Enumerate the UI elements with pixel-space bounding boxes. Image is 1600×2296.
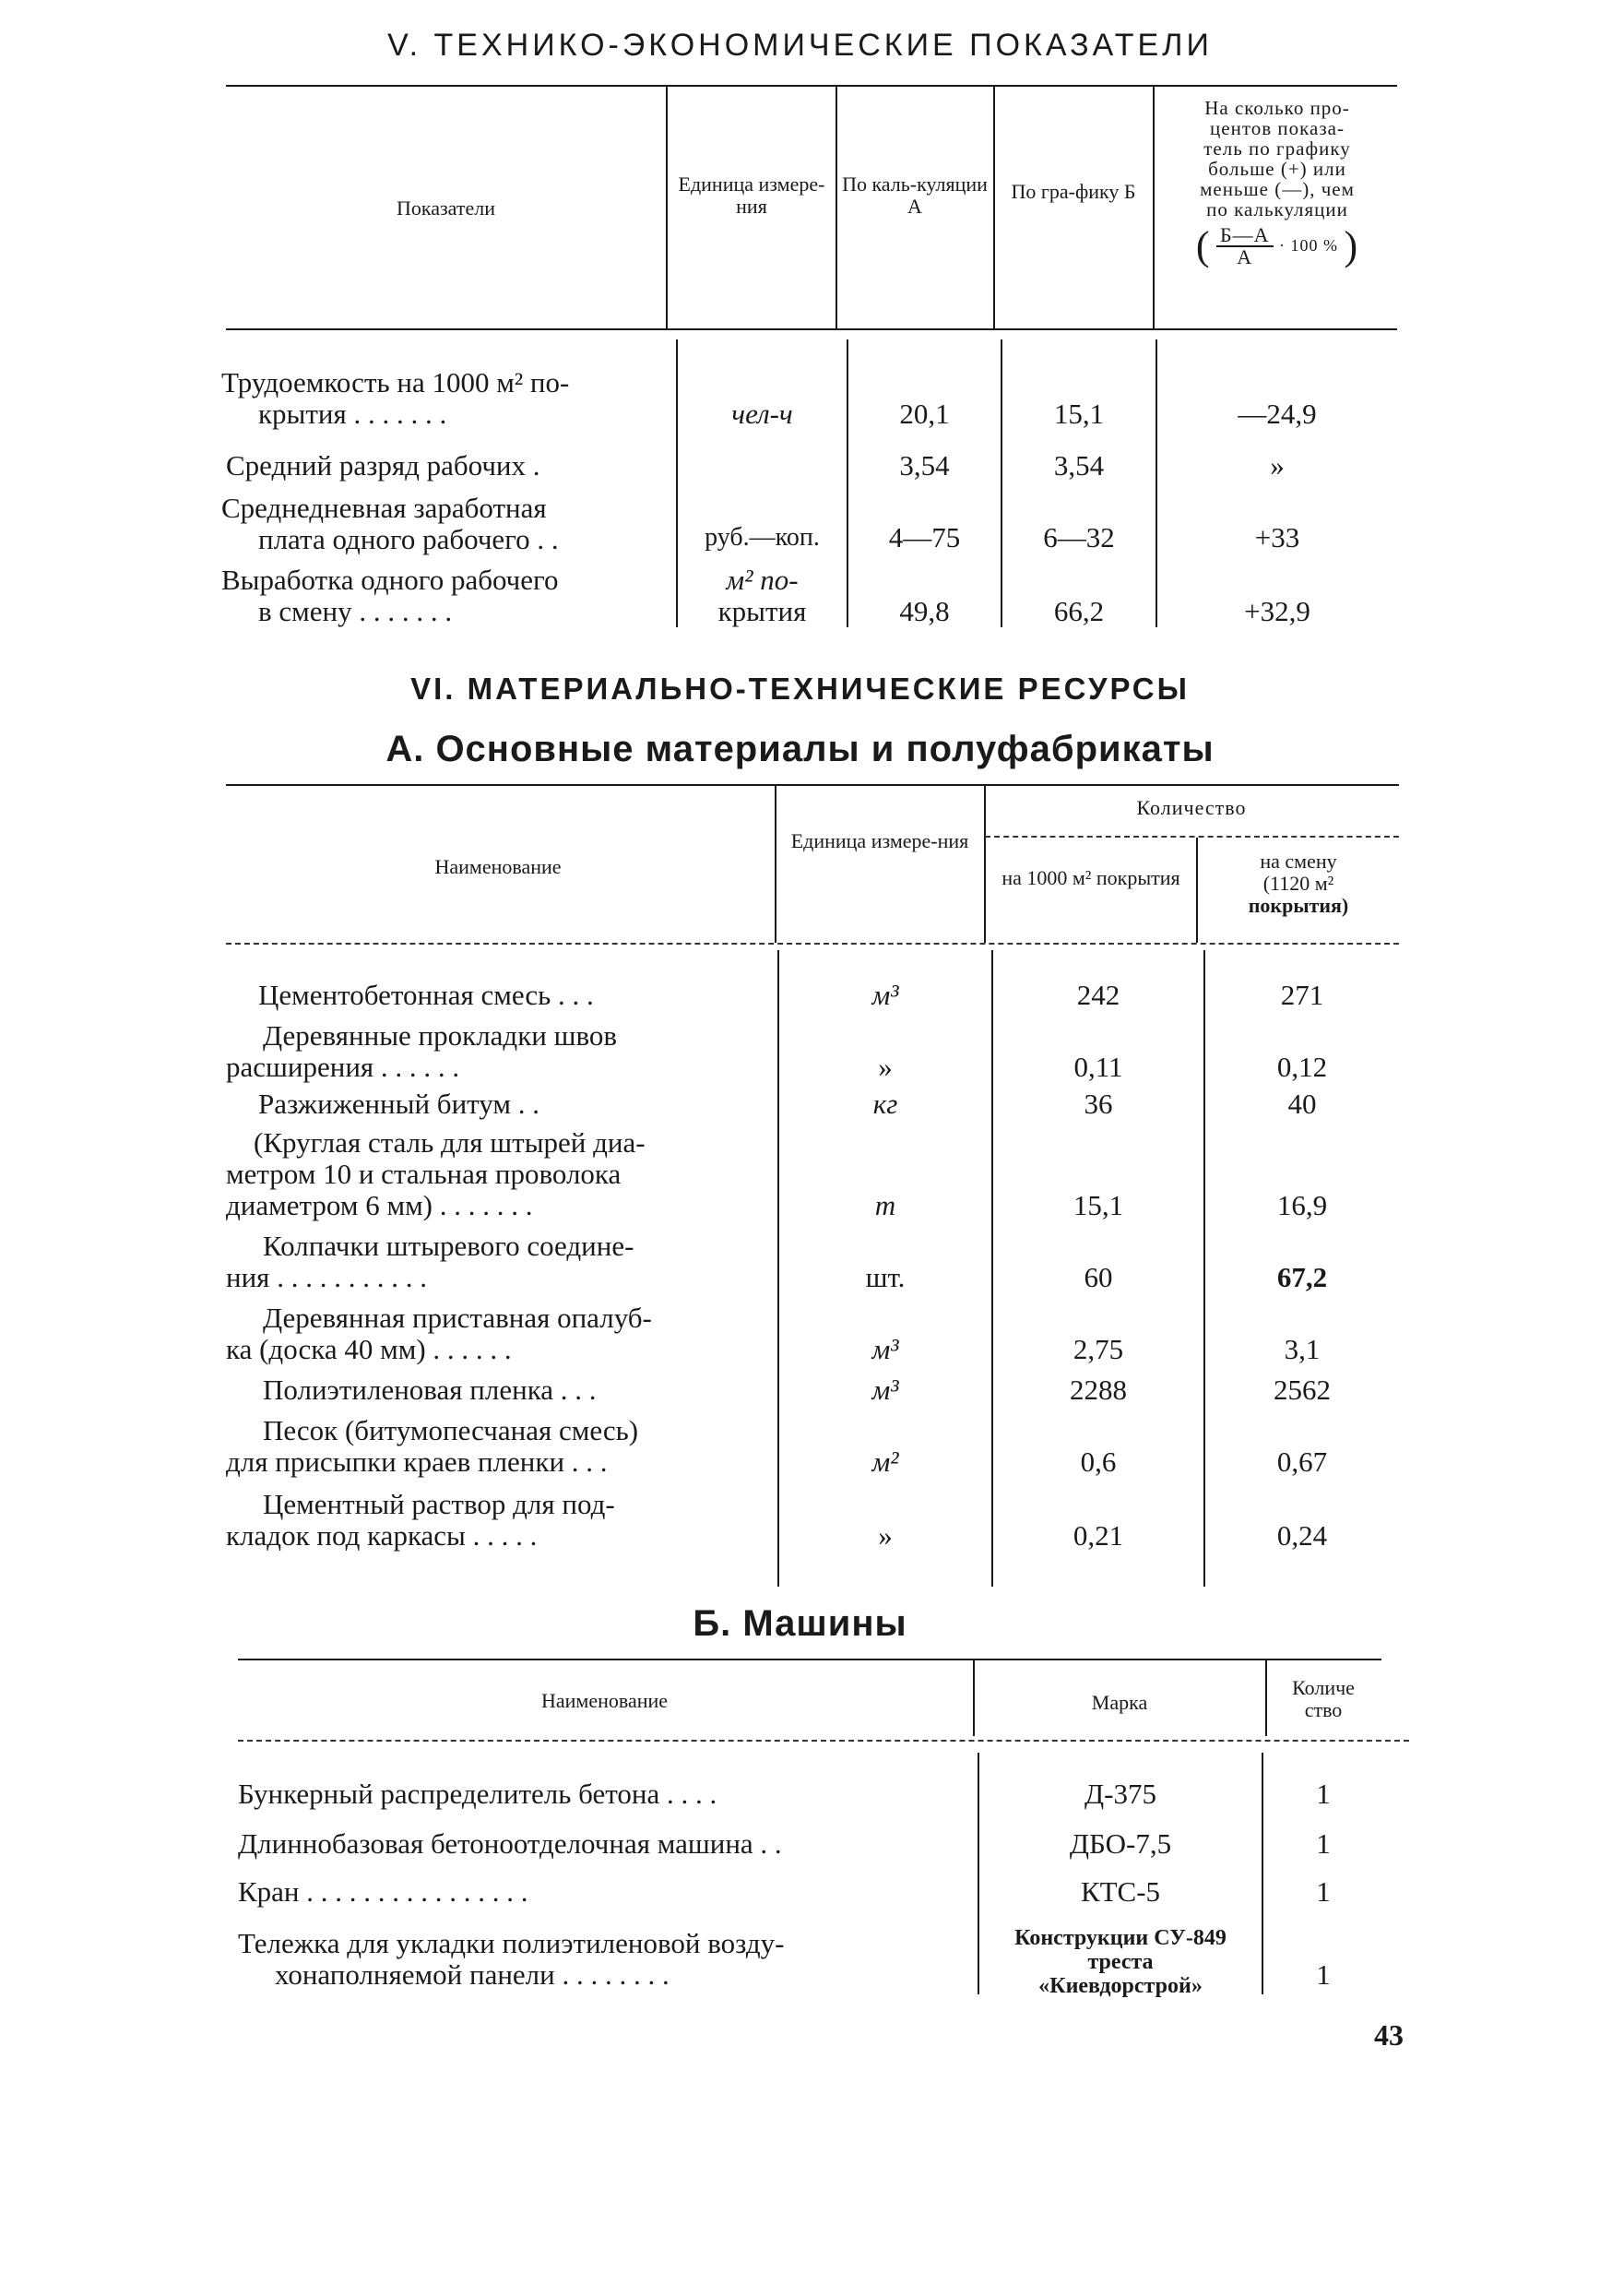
table-row: Бункерный распределитель бетона . . . .: [238, 1778, 717, 1810]
value-b: 66,2: [1053, 595, 1105, 627]
table1-divider: [666, 87, 668, 328]
table-row: Песок (битумопесчаная смесь) для присыпки краев пленки . . .: [226, 1414, 639, 1478]
qty-shift: 3,1: [1284, 1333, 1321, 1365]
table-row: Средний разряд рабочих .: [226, 449, 540, 482]
qty-1000: 36: [1084, 1088, 1113, 1120]
quantity-subrule: [985, 836, 1399, 838]
table1-divider: [1156, 339, 1157, 627]
value-a: 49,8: [899, 595, 950, 627]
table-row: Среднедневная заработная плата одного рабочего . .: [221, 492, 559, 555]
header-indicator: Показатели: [396, 196, 496, 220]
header-machine-name: Наименование: [540, 1689, 669, 1712]
table-row: Выработка одного рабочего в смену . . . . . . .: [221, 564, 559, 627]
value-a: 3,54: [899, 449, 950, 482]
qty-1000: 0,6: [1080, 1445, 1117, 1478]
header-name: Наименование: [434, 855, 562, 878]
brand-cell: Конструкции СУ-849 треста «Киевдорстрой»: [1014, 1926, 1227, 1998]
brand-cell: КТС-5: [1080, 1875, 1161, 1908]
unit-cell: м³: [871, 1374, 899, 1406]
table-row: Разжиженный битум . .: [258, 1088, 540, 1120]
unit-cell: кг: [872, 1088, 898, 1120]
qty-1000: 15,1: [1073, 1189, 1124, 1221]
unit-cell: шт.: [865, 1261, 906, 1293]
qty-shift: 67,2: [1276, 1261, 1328, 1293]
header-schedule: По гра-фику Б: [1011, 180, 1136, 203]
table-row: Деревянная приставная опалуб- ка (доска 40 мм) . . . . . .: [226, 1302, 652, 1365]
qty-shift: 2562: [1274, 1374, 1331, 1406]
qty-1000: 242: [1076, 979, 1120, 1011]
qty-1000: 60: [1084, 1261, 1113, 1293]
qty-cell: 1: [1316, 1958, 1331, 1991]
value-b: 6—32: [1043, 521, 1115, 553]
section6-title: VI. МАТЕРИАЛЬНО-ТЕХНИЧЕСКИЕ РЕСУРСЫ: [410, 672, 1190, 706]
qty-shift: 0,24: [1276, 1519, 1328, 1552]
header-calc: По каль-куляции А: [842, 172, 988, 218]
brand-cell: ДБО-7,5: [1069, 1827, 1172, 1860]
qty-shift: 40: [1287, 1088, 1317, 1120]
qty-1000: 0,21: [1073, 1519, 1124, 1552]
unit-cell: м³: [871, 1333, 899, 1365]
table3-divider: [1265, 1660, 1267, 1736]
table1-divider: [847, 339, 848, 627]
table2-divider: [1196, 838, 1198, 943]
qty-shift: 16,9: [1276, 1189, 1328, 1221]
subtitle-a: А. Основные материалы и полуфабрикаты: [385, 729, 1215, 769]
header-unit: Единица измере-ния: [678, 172, 825, 218]
qty-1000: 2,75: [1073, 1333, 1124, 1365]
table2-top-rule: [226, 784, 1399, 786]
subtitle-b: Б. Машины: [693, 1603, 907, 1644]
value-b: 15,1: [1053, 398, 1105, 430]
diff-formula: ( $\frac{Б—А}{А}$ · 100 % ): [1195, 223, 1359, 268]
brand-cell: Д-375: [1084, 1778, 1156, 1810]
table1-divider: [836, 87, 837, 328]
table-row: Кран . . . . . . . . . . . . . . . .: [238, 1875, 528, 1908]
table1-top-rule: [226, 85, 1397, 87]
unit-cell: руб.—коп.: [705, 523, 820, 552]
unit-cell: т: [874, 1189, 896, 1221]
value-b: 3,54: [1053, 449, 1105, 482]
header-brand: Марка: [1091, 1691, 1148, 1714]
unit-cell: »: [878, 1519, 893, 1552]
table-row: Цементный раствор для под- кладок под каркасы . . . . .: [226, 1488, 615, 1552]
value-a: 4—75: [888, 521, 961, 553]
table3-header-rule: [238, 1740, 1409, 1742]
qty-shift: 0,67: [1276, 1445, 1328, 1478]
section5-title: V. ТЕХНИКО-ЭКОНОМИЧЕСКИЕ ПОКАЗАТЕЛИ: [387, 28, 1213, 63]
table2-header-rule: [226, 943, 1399, 945]
unit-cell: м²: [871, 1445, 899, 1478]
table3-divider: [973, 1660, 975, 1736]
table-row: Трудоемкость на 1000 м² по- крытия . . . . . . .: [221, 366, 570, 430]
header-diff: На сколько про- центов показа- тель по графику больше (+) или меньше (—), чем по калькуляции ( $\frac{Б—А}{А}$ · 100 % ): [1156, 98, 1398, 268]
table-row: Цементобетонная смесь . . .: [258, 979, 594, 1011]
unit-cell: чел-ч: [731, 398, 793, 430]
qty-shift: 0,12: [1276, 1051, 1328, 1083]
value-pct: +33: [1254, 521, 1300, 553]
table3-top-rule: [238, 1659, 1381, 1660]
value-pct: »: [1270, 449, 1285, 482]
unit-cell: м² по- крытия: [717, 564, 807, 627]
value-a: 20,1: [899, 398, 950, 430]
qty-cell: 1: [1316, 1827, 1331, 1860]
unit-cell: »: [878, 1051, 893, 1083]
header-unit: Единица измере-ния: [790, 829, 969, 852]
value-pct: —24,9: [1238, 398, 1317, 430]
header-qty: Количе ство: [1292, 1676, 1355, 1721]
value-pct: +32,9: [1244, 595, 1310, 627]
qty-cell: 1: [1316, 1875, 1331, 1908]
table1-divider: [1153, 87, 1155, 328]
table1-header-rule: [226, 328, 1397, 330]
table-row: (Круглая сталь для штырей диа- метром 10 и стальная проволока диаметром 6 мм) . . . . . . .: [226, 1126, 646, 1221]
header-quantity: Количество: [1136, 796, 1247, 819]
table-row: Тележка для укладки полиэтиленовой возду- хонаполняемой панели . . . . . . . .: [238, 1927, 785, 1991]
table1-divider: [993, 87, 995, 328]
qty-1000: 0,11: [1073, 1051, 1123, 1083]
qty-1000: 2288: [1070, 1374, 1127, 1406]
qty-shift: 271: [1280, 979, 1324, 1011]
header-per1000: на 1000 м² покрытия: [1001, 866, 1180, 889]
table2-divider: [775, 786, 776, 943]
table1-divider: [1001, 339, 1002, 627]
table-row: Деревянные прокладки швов расширения . . . . . .: [226, 1019, 618, 1083]
qty-cell: 1: [1316, 1778, 1331, 1810]
unit-cell: м³: [871, 979, 899, 1011]
header-pershift: на смену (1120 м² покрытия): [1248, 850, 1349, 917]
table-row: Длиннобазовая бетоноотделочная машина . .: [238, 1827, 782, 1860]
table-row: Полиэтиленовая пленка . . .: [263, 1374, 597, 1406]
page-number: 43: [1374, 2018, 1404, 2052]
table-row: Колпачки штыревого соедине- ния . . . . . . . . . . .: [226, 1230, 634, 1293]
